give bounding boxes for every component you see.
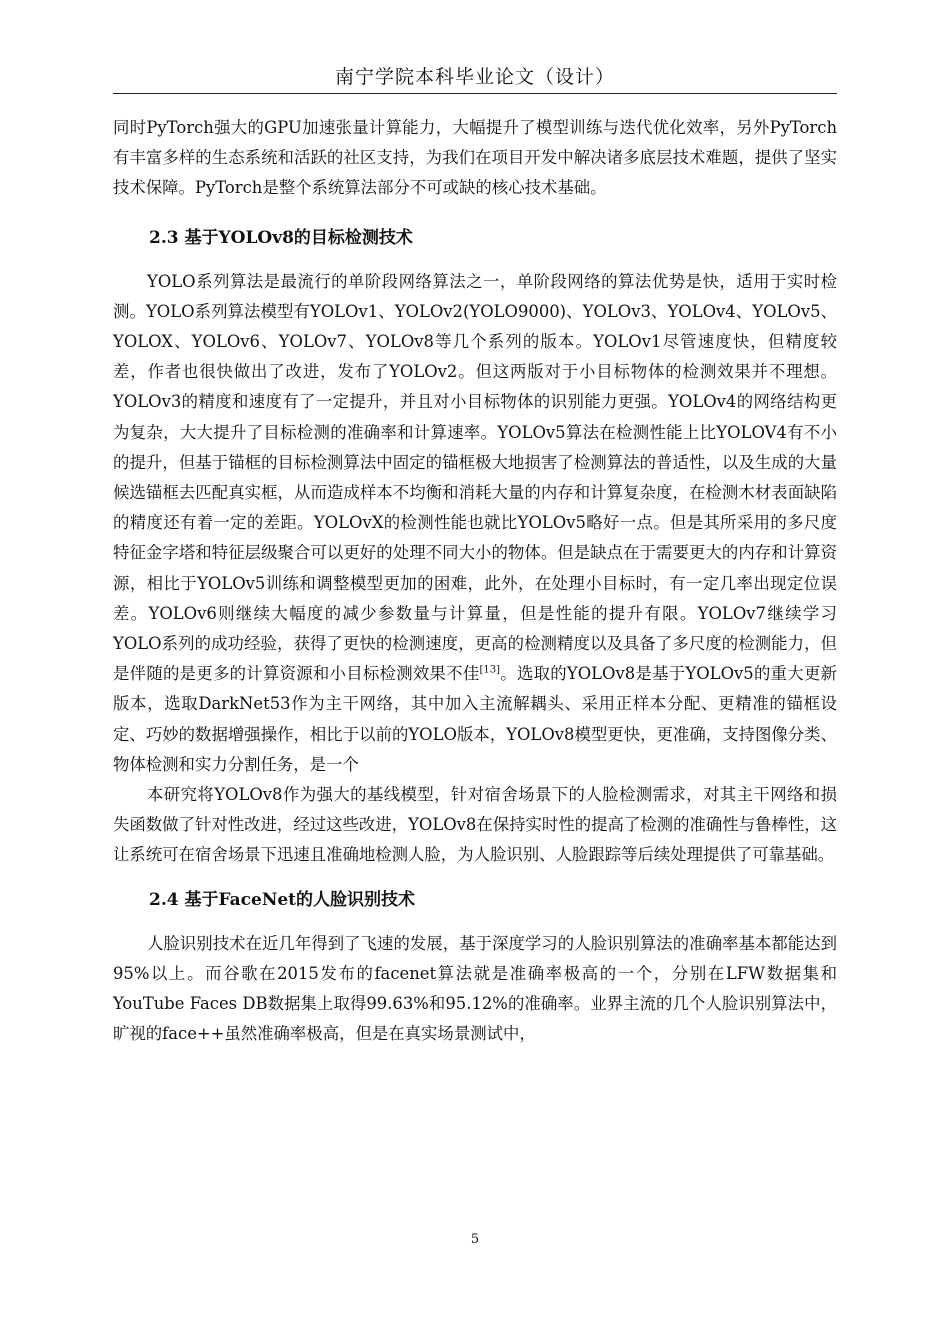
running-header: 南宁学院本科毕业论文（设计） [334,66,615,88]
body-text [113,113,837,1049]
section-heading-2-3: 2.3 基于YOLOv8的目标检测技术 [149,227,413,248]
paragraph-yolo-series-text-a: YOLO系列算法是最流行的单阶段网络算法之一，单阶段网络的算法优势是快，适用于实时检测。YOLO系列算法模型有YOLOv1、YOLOv2(YOLO9000)、YOLOv3、YOLOv4、YOLOv5、YOLOX、YOLOv6、YOLOv7、YOLOv8等几个系列的版本。YOLOv1尽管速度快，但精度较差，作者也很快做出了改进，发布了YOLOv2。但这两版对于小目标物体的检测效果并不理想。YOLOv3的精度和速度有了一定提升，并且对小目标物体的识别能力更强。YOLOv4的网络结构更为复杂，大大提升了目标检测的准确率和计算速率。YOLOv5算法在检测性能上比YOLOV4有不小的提升，但基于锚框的目标检测算法中固定的锚框极大地损害了检测算法的普适性，以及生成的大量候选锚框去匹配真实框，从而造成样本不均衡和消耗大量的内存和计算复杂度，在检测木材表面缺陷的精度还有着一定的差距。YOLOvX的检测性能也就比YOLOv5略好一点。但是其所采用的多尺度特征金字塔和特征层级聚合可以更好的处理不同大小的物体。但是缺点在于需要更大的内存和计算资源，相比于YOLOv5训练和调整模型更加的困难，此外，在处理小目标时，有一定几率出现定位误差。YOLOv6则继续大幅度的减少参数量与计算量，但是性能的提升有限。YOLOv7继续学习YOLO系列的成功经验，获得了更快的检测速度，更高的检测精度以及具备了多尺度的检测能力，但是伴随的是更多的计算资源和小目标检测效果不佳 [113,271,837,684]
paragraph-yolov8-baseline: 本研究将YOLOv8作为强大的基线模型，针对宿舍场景下的人脸检测需求，对其主干网络和损失函数做了针对性改进，经过这些改进，YOLOv8在保持实时性的提高了检测的准确性与鲁棒性，这让系统可在宿舍场景下迅速且准确地检测人脸，为人脸识别、人脸跟踪等后续处理提供了可靠基础。 [113,785,837,865]
paragraph-yolo-series-text-b: 。选取的YOLOv8是基于YOLOv5的重大更新版本，选取DarkNet53作为主干网络，其中加入主流解耦头、采用正样本分配、更精准的锚框设定、巧妙的数据增强操作，相比于以前的YOLO版本，YOLOv8模型更快，更准确，支持图像分类、物体检测和实力分割任务，是一个 [113,664,837,774]
section-heading-2-4: 2.4 基于FaceNet的人脸识别技术 [149,889,416,910]
paragraph-facenet: 人脸识别技术在近几年得到了飞速的发展，基于深度学习的人脸识别算法的准确率基本都能达到95%以上。而谷歌在2015发布的facenet算法就是准确率极高的一个，分别在LFW数据集和YouTube Faces DB数据集上取得99.63%和95.12%的准确率。业界主流的几个人脸识别算法中，旷视的face++虽然准确率极高，但是在真实场景测试中， [113,933,837,1044]
header-rule [113,93,837,94]
page-number: 5 [470,1232,480,1247]
citation-13: [13] [479,664,501,676]
paragraph-pytorch: 同时PyTorch强大的GPU加速张量计算能力，大幅提升了模型训练与迭代优化效率，另外PyTorch有丰富多样的生态系统和活跃的社区支持，为我们在项目开发中解决诸多底层技术难题，提供了坚实技术保障。PyTorch是整个系统算法部分不可或缺的核心技术基础。 [113,118,837,198]
paragraph-yolo-series [113,267,837,780]
